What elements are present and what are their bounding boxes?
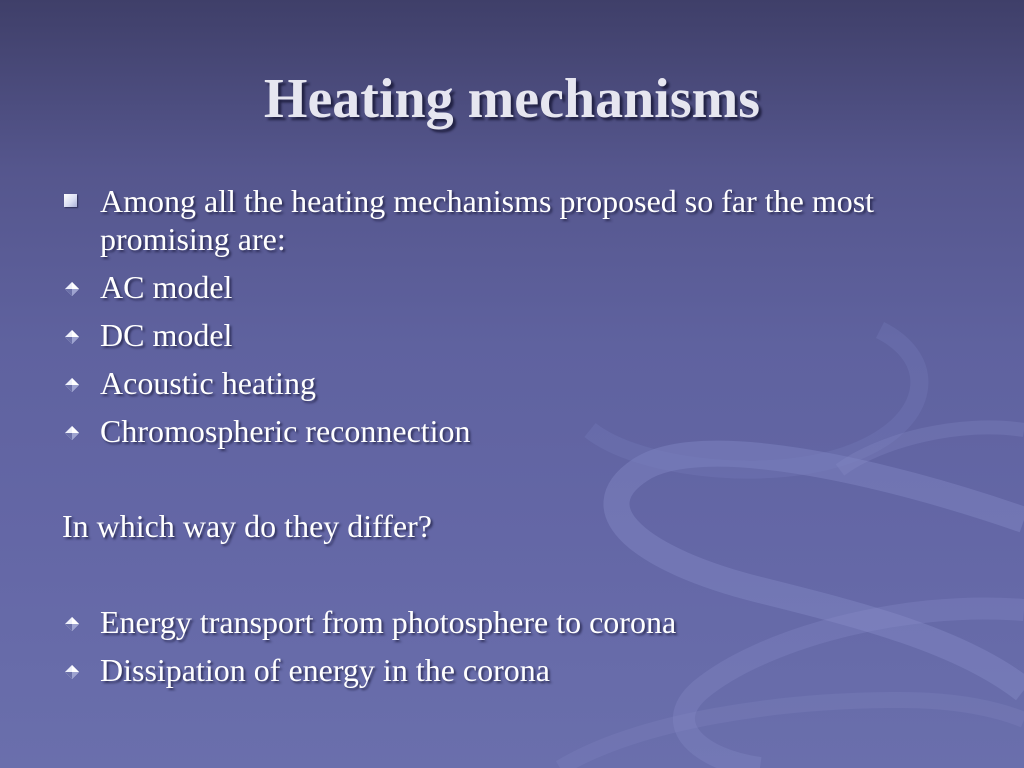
slide-title: Heating mechanisms [263, 68, 761, 130]
model-label: AC model [100, 269, 233, 305]
model-label: Acoustic heating [100, 365, 316, 401]
difference-label: Dissipation of energy in the corona [100, 652, 550, 688]
question-text: In which way do they differ? [62, 508, 432, 544]
diamond-bullet-icon [65, 617, 79, 631]
model-label: Chromospheric reconnection [100, 413, 471, 449]
model-label: DC model [100, 317, 233, 353]
intro-text: Among all the heating mechanisms proposed so far the most promising are: [100, 183, 875, 257]
diamond-bullet-icon [65, 378, 79, 392]
diamond-bullet-icon [65, 665, 79, 679]
square-bullet-icon [64, 194, 77, 207]
diamond-bullet-icon [65, 426, 79, 440]
diamond-bullet-icon [65, 282, 79, 296]
difference-label: Energy transport from photosphere to corona [100, 604, 677, 640]
diamond-bullet-icon [65, 330, 79, 344]
